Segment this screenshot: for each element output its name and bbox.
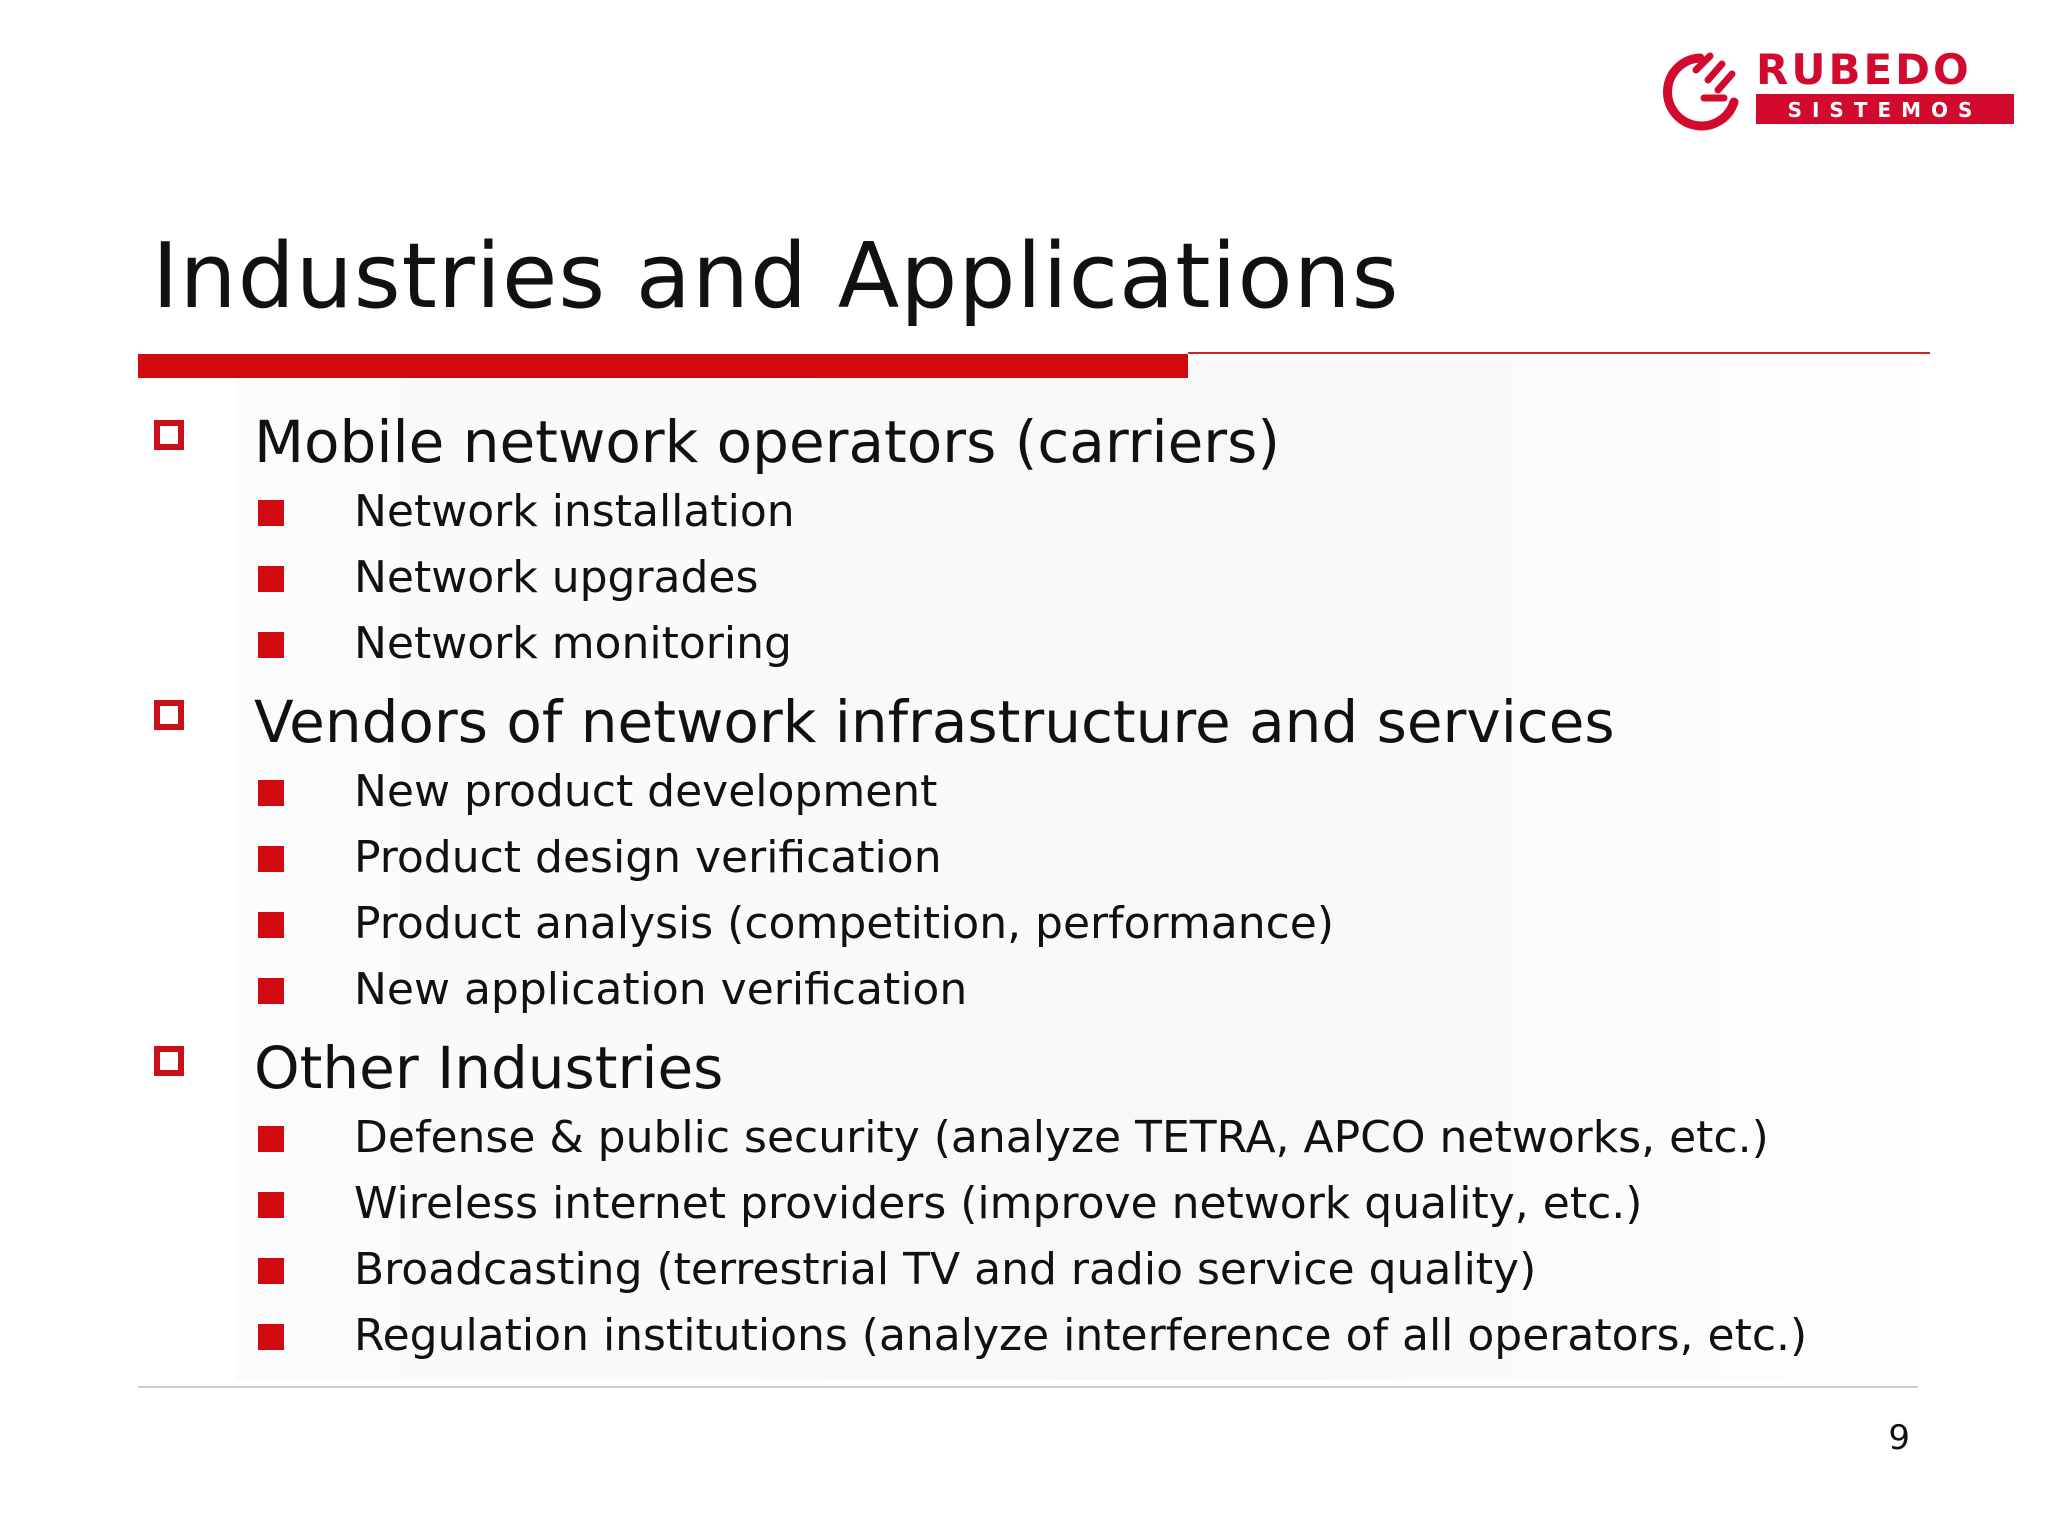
item-label: New product development (354, 766, 938, 817)
section-label: Other Industries (254, 1034, 724, 1102)
slide-title: Industries and Applications (152, 224, 1400, 329)
item-label: Network installation (354, 486, 795, 537)
hollow-square-icon (154, 420, 184, 450)
item-label: Product analysis (competition, performance) (354, 898, 1335, 949)
filled-square-icon (258, 1126, 284, 1152)
item-label: Broadcasting (terrestrial TV and radio service quality) (354, 1244, 1537, 1295)
filled-square-icon (258, 1192, 284, 1218)
svg-text:SISTEMOS: SISTEMOS (1787, 98, 1983, 122)
hollow-square-icon (154, 700, 184, 730)
filled-square-icon (258, 1324, 284, 1350)
section-label: Mobile network operators (carriers) (254, 408, 1280, 476)
filled-square-icon (258, 1258, 284, 1284)
item-label: New application verification (354, 964, 968, 1015)
page-number: 9 (1888, 1418, 1910, 1458)
item-label: Regulation institutions (analyze interference of all operators, etc.) (354, 1310, 1808, 1361)
svg-text:RUBEDO: RUBEDO (1756, 45, 1972, 94)
section-label: Vendors of network infrastructure and services (254, 688, 1615, 756)
filled-square-icon (258, 978, 284, 1004)
item-label: Network monitoring (354, 618, 792, 669)
hollow-square-icon (154, 1046, 184, 1076)
footer-divider (138, 1386, 1918, 1388)
item-label: Wireless internet providers (improve network quality, etc.) (354, 1178, 1643, 1229)
filled-square-icon (258, 500, 284, 526)
filled-square-icon (258, 632, 284, 658)
item-label: Network upgrades (354, 552, 759, 603)
filled-square-icon (258, 780, 284, 806)
filled-square-icon (258, 912, 284, 938)
filled-square-icon (258, 846, 284, 872)
item-label: Defense & public security (analyze TETRA, APCO networks, etc.) (354, 1112, 1769, 1163)
filled-square-icon (258, 566, 284, 592)
item-label: Product design verification (354, 832, 942, 883)
